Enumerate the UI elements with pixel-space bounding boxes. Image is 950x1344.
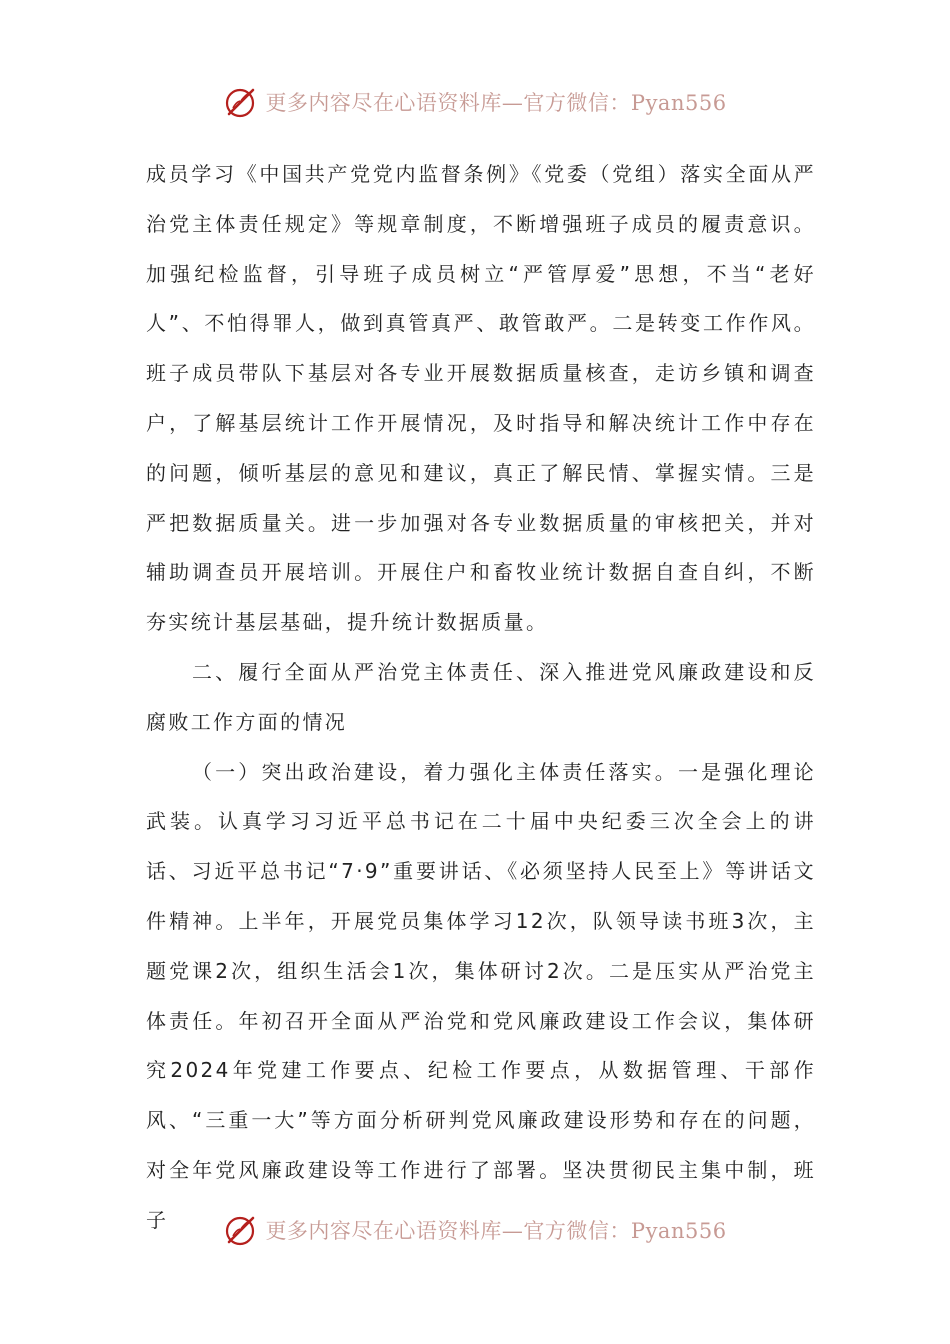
section-heading: 二、履行全面从严治党主体责任、深入推进党风廉政建设和反腐败工作方面的情况 xyxy=(146,659,816,734)
document-body xyxy=(146,150,816,1246)
banner-text: 更多内容尽在心语资料库—官方微信：Pyan556 xyxy=(265,1219,727,1243)
banner-text: 更多内容尽在心语资料库—官方微信：Pyan556 xyxy=(265,91,727,115)
quill-pen-logo-icon xyxy=(223,1212,259,1248)
body-paragraph-1: 成员学习《中国共产党党内监督条例》《党委（党组）落实全面从严治党主体责任规定》等规章制度，不断增强班子成员的履责意识。加强纪检监督，引导班子成员树立“严管厚爱”思想，不当“老好人”、不怕得罪人，做到真管真严、敢管敢严。二是转变工作作风。班子成员带队下基层对各专业开展数据质量核查，走访乡镇和调查户，了解基层统计工作开展情况，及时指导和解决统计工作中存在的问题，倾听基层的意见和建议，真正了解民情、掌握实情。三是严把数据质量关。进一步加强对各专业数据质量的审核把关，并对辅助调查员开展培训。开展住户和畜牧业统计数据自查自纠，不断夯实统计基层基础，提升统计数据质量。 xyxy=(146,162,816,635)
header-banner xyxy=(0,82,950,122)
footer-banner xyxy=(0,1210,950,1250)
body-paragraph-2: （一）突出政治建设，着力强化主体责任落实。一是强化理论武装。认真学习习近平总书记在二十届中央纪委三次全会上的讲话、习近平总书记“7·9”重要讲话、《必须坚持人民至上》等讲话文件精神。上半年，开展党员集体学习12次，队领导读书班3次，主题党课2次，组织生活会1次，集体研讨2次。二是压实从严治党主体责任。年初召开全面从严治党和党风廉政建设工作会议，集体研究2024年党建工作要点、纪检工作要点，从数据管理、干部作风、“三重一大”等方面分析研判党风廉政建设形势和存在的问题，对全年党风廉政建设等工作进行了部署。坚决贯彻民主集中制，班子 xyxy=(146,759,816,1232)
quill-pen-logo-icon xyxy=(223,84,259,120)
